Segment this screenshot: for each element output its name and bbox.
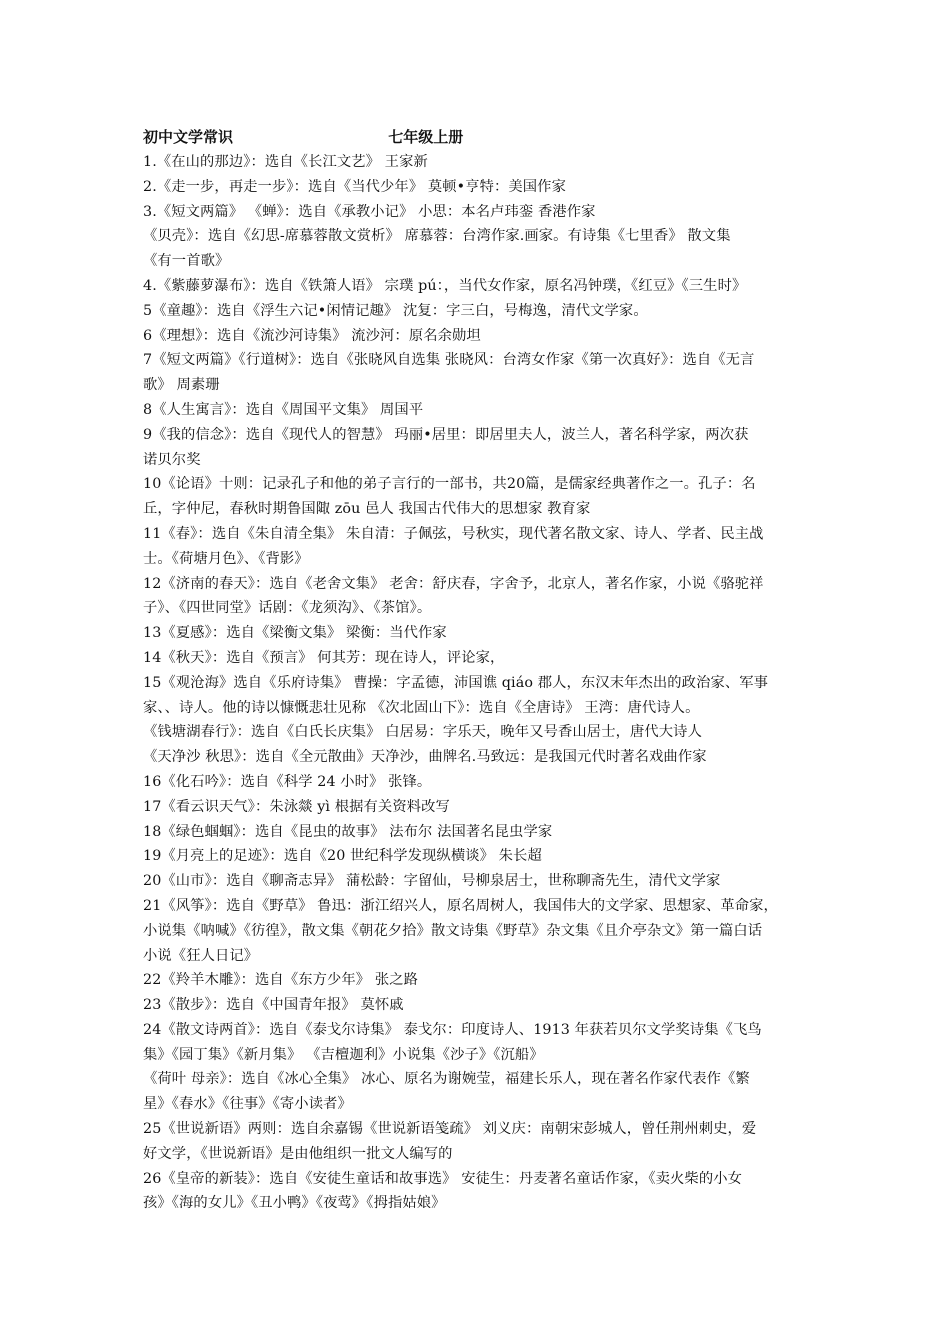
text-line: 12《济南的春天》：选自《老舍文集》 老舍：舒庆春，字舍予，北京人，著名作家，小说《骆驼祥 (143, 575, 764, 592)
text-line: 子》、《四世同堂》话剧：《龙须沟》、《茶馆》。 (143, 600, 432, 617)
text-line: 22《羚羊木雕》：选自《东方少年》 张之路 (143, 972, 419, 989)
text-line: 1.《在山的那边》：选自《长江文艺》 王家新 (143, 154, 428, 170)
text-line: 11《春》：选自《朱自清全集》 朱自清：子佩弦，号秋实，现代著名散文家、诗人、学者、民主战 (143, 525, 764, 542)
text-line: 16《化石吟》：选自《科学 24 小时》 张锋。 (143, 773, 432, 790)
text-line: 《天净沙 秋思》：选自《全元散曲》天净沙，曲牌名.马致远：是我国元代时著名戏曲作家 (143, 749, 707, 766)
text-line: 孩》《海的女儿》《丑小鸭》《夜莺》《拇指姑娘》 (143, 1195, 446, 1212)
text-line: 《贝壳》：选自《幻思-席慕蓉散文赏析》 席慕蓉：台湾作家.画家。有诗集《七里香》 散文集 (143, 228, 731, 245)
text-line: 丘，字仲尼，春秋时期鲁国陬 zōu 邑人 我国古代伟大的思想家 教育家 (143, 501, 591, 518)
document-header (143, 126, 810, 150)
text-line: 集》《园丁集》《新月集》 《吉檀迦利》小说集《沙子》《沉船》 (143, 1046, 544, 1063)
text-line: 14《秋天》：选自《预言》 何其芳：现在诗人，评论家， (143, 649, 505, 666)
text-line: 家、、诗人。他的诗以慷慨悲壮见称 《次北固山下》：选自《全唐诗》 王湾：唐代诗人。 (143, 699, 700, 716)
text-line: 星》《春水》《往事》《寄小读者》 (143, 1096, 352, 1113)
text-line: 6《理想》：选自《流沙河诗集》 流沙河：原名余勋坦 (143, 327, 481, 344)
text-line: 好文学，《世说新语》是由他组织一批文人编写的 (143, 1145, 453, 1162)
text-line: 小说《狂人日记》 (143, 947, 259, 964)
text-line: 《有一首歌》 (143, 253, 230, 270)
text-line: 9《我的信念》：选自《现代人的智慧》 玛丽•居里：即居里夫人，波兰人，著名科学家，两次获 (143, 426, 749, 443)
text-line: 《荷叶 母亲》：选自《冰心全集》 冰心、原名为谢婉莹，福建长乐人，现在著名作家代表作《繁 (143, 1071, 750, 1088)
text-line: 4.《紫藤萝瀑布》：选自《铁箫人语》 宗璞 pú：，当代女作家，原名冯钟璞，《红豆》《三生时》 (143, 277, 747, 294)
text-line: 13《夏感》：选自《梁衡文集》 梁衡：当代作家 (143, 625, 447, 642)
text-line: 诺贝尔奖 (143, 451, 201, 468)
literature-notes (143, 150, 810, 1216)
text-line: 20《山市》：选自《聊斋志异》 蒲松龄：字留仙，号柳泉居士，世称聊斋先生，清代文学家 (143, 873, 721, 890)
text-line: 21《风筝》：选自《野草》 鲁迅：浙江绍兴人，原名周树人，我国伟大的文学家、思想家、革命家， (143, 897, 778, 914)
text-line: 26《皇帝的新装》：选自《安徒生童话和故事选》 安徒生：丹麦著名童话作家，《卖火柴的小女 (143, 1170, 743, 1187)
text-line: 25《世说新语》两则：选自余嘉锡《世说新语笺疏》 刘义庆：南朝宋彭城人，曾任荆州刺史，爱 (143, 1121, 757, 1138)
text-line: 歌》 周素珊 (143, 377, 220, 394)
text-line: 士。《荷塘月色》、《背影》 (143, 550, 309, 567)
text-line: 23《散步》：选自《中国青年报》 莫怀戚 (143, 997, 404, 1014)
text-line: 17《看云识天气》：朱泳燚 yì 根据有关资料改写 (143, 798, 450, 815)
text-line: 《钱塘湖春行》：选自《白氏长庆集》 白居易：字乐天，晚年又号香山居士，唐代大诗人 (143, 724, 702, 741)
text-line: 8《人生寓言》：选自《周国平文集》 周国平 (143, 401, 424, 418)
grade-label: 七年级上册 (388, 128, 464, 146)
text-line: 2.《走一步，再走一步》：选自《当代少年》 莫顿•亨特：美国作家 (143, 178, 566, 195)
text-line: 5《童趣》：选自《浮生六记•闲情记趣》 沈复：字三白，号梅逸，清代文学家。 (143, 302, 648, 319)
text-line: 7《短文两篇》《行道树》：选自《张晓风自选集 张晓风：台湾女作家《第一次真好》：选自《无言 (143, 352, 755, 369)
text-line: 24《散文诗两首》：选自《泰戈尔诗集》 泰戈尔：印度诗人、1913 年获若贝尔文学奖诗集《飞鸟 (143, 1021, 762, 1038)
text-line: 15《观沧海》选自《乐府诗集》 曹操：字孟德，沛国谯 qiáo 郡人，东汉末年杰出的政治家、军事 (143, 674, 769, 691)
text-line: 10《论语》十则：记录孔子和他的弟子言行的一部书，共20篇，是儒家经典著作之一。孔子：名 (143, 476, 756, 493)
text-line: 19《月亮上的足迹》：选自《20 世纪科学发现纵横谈》 朱长超 (143, 848, 542, 865)
text-line: 18《绿色蝈蝈》：选自《昆虫的故事》 法布尔 法国著名昆虫学家 (143, 823, 553, 840)
text-line: 小说集《呐喊》《彷徨》，散文集《朝花夕拾》散文诗集《野草》杂文集《且介亭杂文》第一篇白话 (143, 922, 763, 939)
text-line: 3.《短文两篇》 《蝉》：选自《承教小记》 小思：本名卢玮銮 香港作家 (143, 203, 596, 220)
document-title: 初中文学常识 (143, 128, 234, 146)
